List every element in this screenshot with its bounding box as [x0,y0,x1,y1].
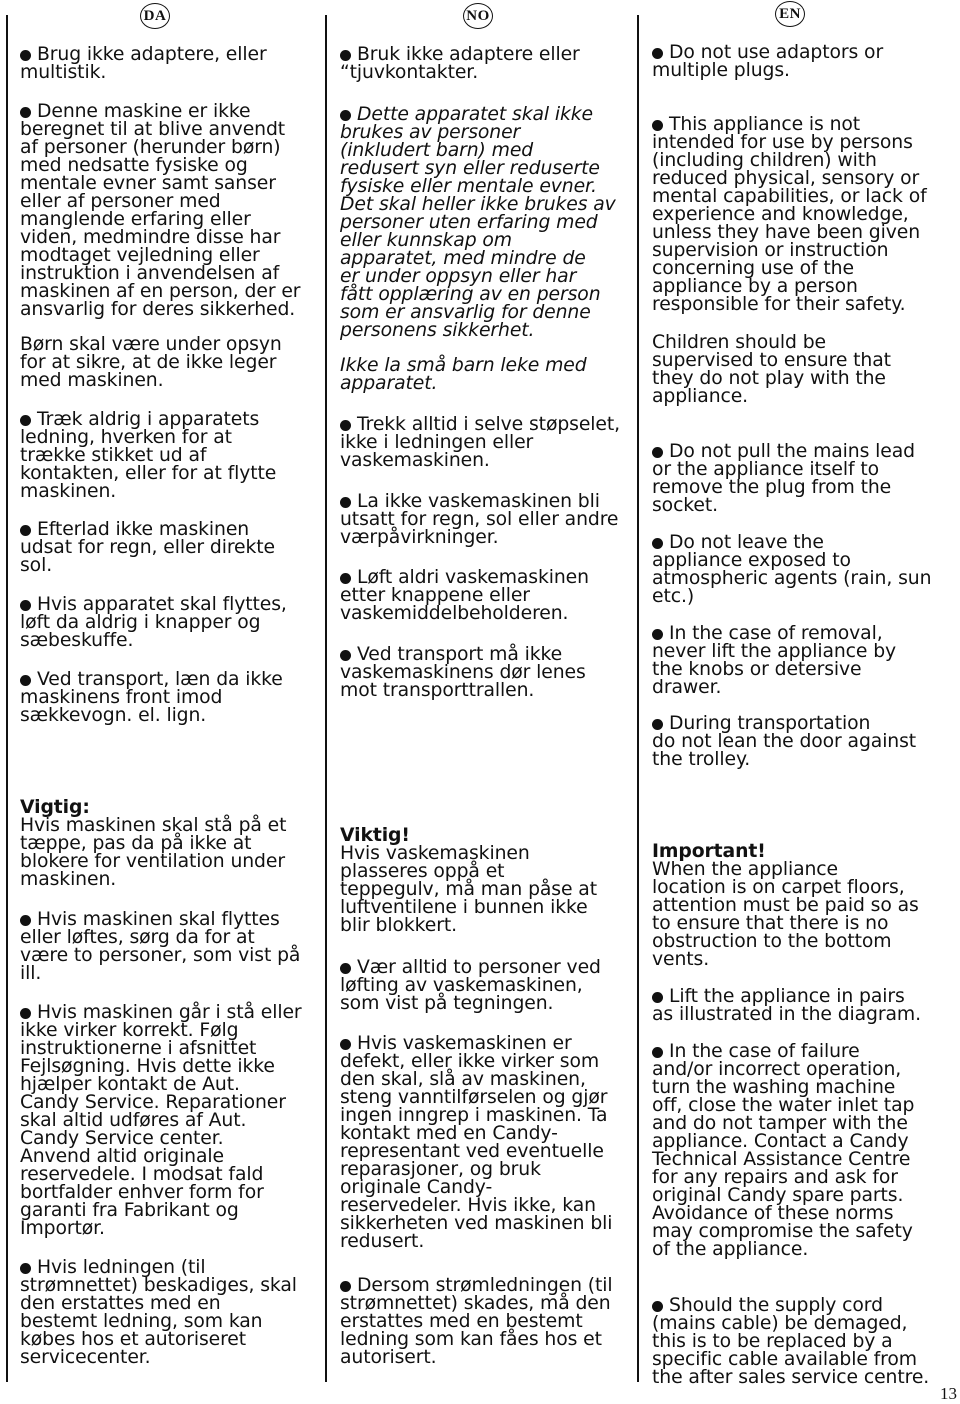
paragraph-text: Efterlad ikke maskinen udsat for regn, eller direkte sol. [20,519,276,576]
paragraph-text: La ikke vaskemaskinen bli utsatt for regn, sol eller andre værpåvirkninger. [340,491,619,548]
bullet-icon [652,1047,663,1058]
paragraph [20,911,300,983]
paragraph [20,671,283,725]
paragraph-text: Hvis maskinen går i stå eller ikke virker korrekt. Følg instruktionerne i afsnittet Fejlsøgning. Hvis dette ikke hjælper kontakt de Aut. Candy Service. Reparationer skal altid udføres af Aut. Candy Service center. Anvend altid originale reservedele. I modsat fald bortfalder enhver form for garanti fra Fabrikant og Importør. [20,1002,302,1239]
bullet-icon [652,48,663,59]
paragraph [340,493,618,547]
column-divider-da-no [325,15,327,1382]
bullet-icon [340,420,351,431]
paragraph [652,988,921,1024]
paragraph-text: Børn skal være under opsyn for at sikre, at de ikke leger med maskinen. [20,334,282,391]
paragraph-text: Dette apparatet skal ikke brukes av personer (inkludert barn) med redusert syn eller reduserte fysiske eller mentale evner. Det skal heller ikke brukes av personer uten erfaring med eller kunnskap om apparatet, med mindre de er under oppsyn eller har fått opplæring av en person som er ansvarlig for denne personens sikkerhet. [340,104,616,341]
paragraph [652,861,919,969]
bullet-icon [340,50,351,61]
bullet-icon [652,1301,663,1312]
paragraph-text: This appliance is not intended for use by persons (including children) with reduced physical, sensory or mental capabilities, or lack of experience and knowledge, unless they have been given supervision or instruction concerning use of the appliance by a person responsible for their safety. [652,114,927,315]
paragraph-text: Do not leave the appliance exposed to atmospheric agents (rain, sun etc.) [652,532,932,607]
paragraph-text: Hvis maskinen skal stå på et tæppe, pas da på ikke at blokere for ventilation under maskinen. [20,815,287,890]
paragraph-text: Denne maskine er ikke beregnet til at blive anvendt af personer (herunder børn) med nedsatte fysiske og mentale evner samt sanser eller af personer med manglende erfaring eller viden, medmindre disse har modtaget vejledning eller instruktion i anvendelsen af maskinen af en person, der er ansvarlig for deres sikkerhed. [20,101,301,320]
important-heading: Viktig! [340,825,410,846]
bullet-icon [652,629,663,640]
bullet-icon [20,50,31,61]
paragraph [340,1277,613,1367]
paragraph-text: Hvis maskinen skal flyttes eller løftes, sørg da for at være to personer, som vist på ill. [20,909,301,984]
bullet-icon [652,538,663,549]
paragraph-text: Should the supply cord (mains cable) be demaged, this is to be replaced by a specific cable available from the after sales service centre. [652,1295,930,1388]
paragraph [20,411,276,501]
language-badge-en: EN [775,1,805,27]
paragraph-text: Træk aldrig i apparatets ledning, hverken for at trække stikket ud af kontakten, eller for at flytte maskinen. [20,409,277,502]
bullet-icon [20,525,31,536]
bullet-icon [652,120,663,131]
paragraph [340,959,601,1013]
paragraph-text: Hvis ledningen (til strømnettet) beskadiges, skal den erstattes med en bestemt ledning, som kan købes hos et autoriseret servicecenter. [20,1257,297,1368]
language-badge-no: NO [463,3,493,29]
bullet-icon [652,992,663,1003]
paragraph [340,46,580,82]
paragraph [340,357,587,393]
paragraph [652,334,891,406]
language-badge-da: DA [140,3,170,29]
paragraph [652,44,883,80]
paragraph-text: Hvis apparatet skal flyttes, løft da aldrig i knapper og sæbeskuffe. [20,594,287,651]
paragraph [20,521,275,575]
paragraph-text: Vær alltid to personer ved løfting av vaskemaskinen, som vist på tegningen. [340,957,601,1014]
paragraph-text: Ved transport, læn da ikke maskinens front imod sækkevogn. el. lign. [20,669,283,726]
important-heading: Important! [652,841,766,862]
paragraph [340,646,586,700]
paragraph [340,1035,612,1251]
paragraph-text: Trekk alltid i selve støpselet, ikke i ledningen eller vaskemaskinen. [340,414,621,471]
paragraph [652,116,927,314]
bullet-icon [20,915,31,926]
paragraph-text: Hvis vaskemaskinen er defekt, eller ikke virker som den skal, slå av maskinen, steng vanntilførselen og gjør ingen inngrep i maskinen. Ta kontakt med en Candy- representant ved eventuelle reparasjoner, og bruk originale Candy- reservedeler. Hvis ikke, kan sikkerheten ved maskinen bli redusert. [340,1033,613,1252]
paragraph [20,1004,302,1238]
bullet-icon [20,1008,31,1019]
paragraph [340,106,616,340]
paragraph [20,46,267,82]
important-heading: Vigtig: [20,797,90,818]
paragraph [340,416,620,470]
paragraph-text: Children should be supervised to ensure that they do not play with the appliance. [652,332,891,407]
column-en [652,0,952,1404]
paragraph [20,596,287,650]
bullet-icon [20,107,31,118]
column-no [340,0,640,1404]
left-border-line [6,15,8,1382]
paragraph [20,817,286,889]
column-da [20,0,320,1404]
paragraph-text: During transportation do not lean the door against the trolley. [652,713,917,770]
bullet-icon [20,415,31,426]
paragraph-text: Ikke la små barn leke med apparatet. [340,355,587,394]
paragraph [20,336,282,390]
bullet-icon [20,600,31,611]
paragraph-text: In the case of removal, never lift the appliance by the knobs or detersive drawer. [652,623,897,698]
paragraph [652,534,931,606]
paragraph [652,715,916,769]
paragraph [652,1297,929,1387]
paragraph-text: Hvis vaskemaskinen plasseres oppå et teppegulv, må man påse at luftventilene i bunnen ikke blir blokkert. [340,843,597,936]
paragraph [20,103,300,319]
paragraph [652,625,896,697]
paragraph [652,1043,914,1259]
paragraph [20,1259,297,1367]
paragraph [340,569,589,623]
bullet-icon [340,573,351,584]
bullet-icon [340,497,351,508]
bullet-icon [340,963,351,974]
bullet-icon [20,1263,31,1274]
bullet-icon [20,675,31,686]
paragraph [652,443,915,515]
bullet-icon [340,650,351,661]
paragraph-text: Bruk ikke adaptere eller “tjuvkontakter. [340,44,580,83]
bullet-icon [652,719,663,730]
paragraph [340,845,597,935]
paragraph-text: Dersom strømledningen (til strømnettet) skades, må den erstattes med en bestemt ledning som kan fåes hos et autorisert. [340,1275,613,1368]
bullet-icon [340,1281,351,1292]
paragraph-text: Løft aldri vaskemaskinen etter knappene eller vaskemiddelbeholderen. [340,567,589,624]
bullet-icon [652,447,663,458]
bullet-icon [340,110,351,121]
bullet-icon [340,1039,351,1050]
paragraph-text: In the case of failure and/or incorrect operation, turn the washing machine off, close the water inlet tap and do not tamper with the appliance. Contact a Candy Technical Assistance Centre for any repairs and ask for original Candy spare parts. Avoidance of these norms may compromise the safety of the appliance. [652,1041,915,1260]
paragraph-text: Ved transport må ikke vaskemaskinens dør lenes mot transporttrallen. [340,644,586,701]
page-number: 13 [940,1384,957,1403]
paragraph-text: Brug ikke adaptere, eller multistik. [20,44,267,83]
paragraph-text: Lift the appliance in pairs as illustrated in the diagram. [652,986,921,1025]
paragraph-text: When the appliance location is on carpet floors, attention must be paid so as to ensure that there is no obstruction to the bottom vents. [652,859,919,970]
paragraph-text: Do not pull the mains lead or the appliance itself to remove the plug from the socket. [652,441,915,516]
paragraph-text: Do not use adaptors or multiple plugs. [652,42,884,81]
